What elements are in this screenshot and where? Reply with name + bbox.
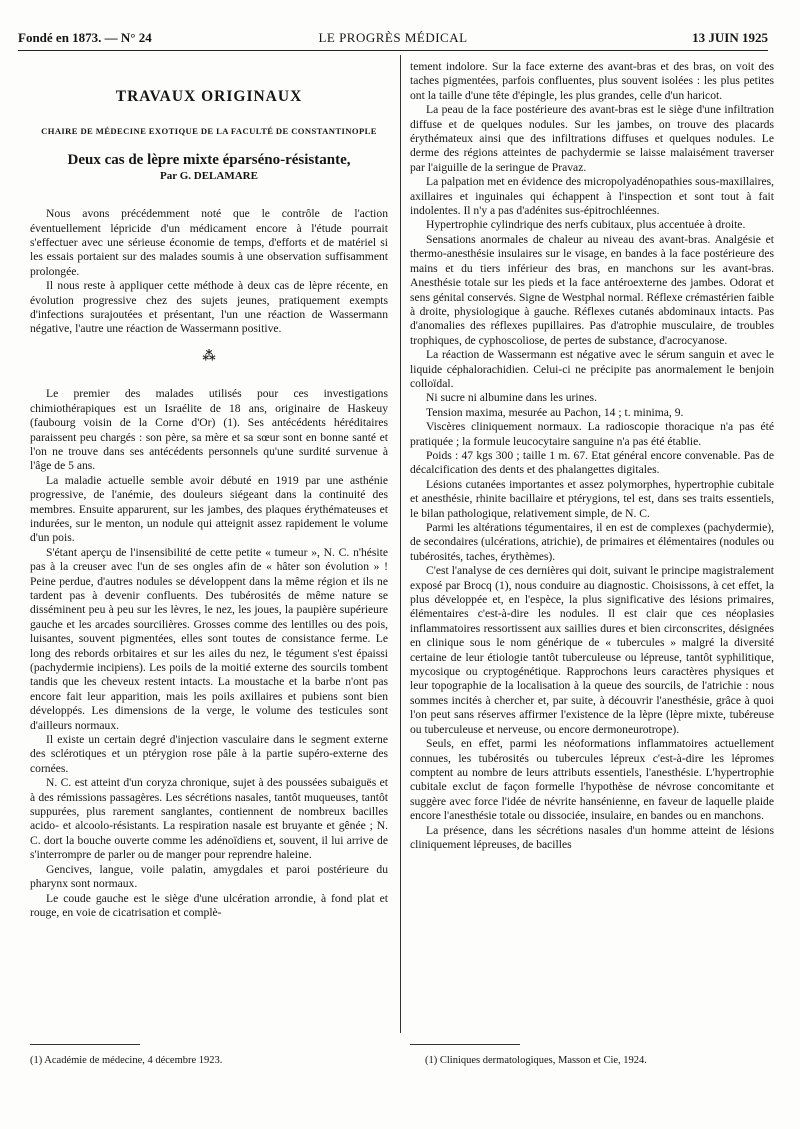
article-title: Deux cas de lèpre mixte éparséno-résistante, bbox=[67, 151, 351, 168]
paragraph: S'étant aperçu de l'insensibilité de cette petite « tumeur », N. C. n'hésite pas à la creuser avec l'un de ses ongles afin de « hâter son évolution » ! Peine perdue, d'autres nodules se développent dans la même région et ils ne tardent pas à devenir confluents. Des tubérosités de même nature se disséminent peu à peu sur les lèvres, le nez, les joues, la paupière supérieure gauche et les arcades sourcilières. Grosses comme des lentilles ou des pois, luisantes, souvent pigmentées, elles sont toutes de consistance ferme. Le long des rebords orbitaires et sur les ailes du nez, le tégument s'est épaissi (pachydermie incipiens). Les poils de la moitié externe des sourcils tombent tandis que les cheveux restent intacts. La moustache et la barbe n'ont pas encore fait leur apparition, mais les poils axillaires et pubiens sont bien développés. Les dimensions de la verge, le volume des testicules sont d'ailleurs normaux. bbox=[30, 545, 388, 732]
founding-issue: Fondé en 1873. — N° 24 bbox=[18, 30, 152, 45]
issue-date: 13 JUIN 1925 bbox=[692, 30, 768, 45]
paragraph: La palpation met en évidence des micropolyadénopathies sous-maxillaires, axillaires et inguinales qui échappent à l'inspection et sont tout à fait indolentes. Il n'y a pas d'adénites sus-épitrochléennes. bbox=[410, 175, 774, 218]
affiliation: CHAIRE DE MÉDECINE EXOTIQUE DE LA FACULTÉ DE CONSTANTINOPLE bbox=[41, 126, 377, 137]
paragraph: tement indolore. Sur la face externe des avant-bras et des bras, on voit des taches pigmentées, parfois confluentes, plus souvent isolées : les plus petites ont la taille d'une tête d'épingle, les plus grandes, celle d'un haricot. bbox=[410, 60, 774, 102]
paragraph: Sensations anormales de chaleur au niveau des avant-bras. Analgésie et thermo-anesthésie insulaires sur le visage, en bandes à la face postérieure des mains et du tiers inférieur des bras, en manchons sur les avant-bras. Anesthésie totale sur les pieds et la face antéroexterne des jambes. Odorat et sens génital conservés. Signe de Westphal normal. Réflexe crémastérien faible à droite, physiologique à gauche. Réflexes cutanés abdominaux intacts. Pas d'anomalies des réflexes pupillaires. Pas d'atrophie musculaire, de troubles trophiques, de cyphoscoliose, de pertes de substance, d'acrocyanose. bbox=[410, 232, 774, 347]
running-header bbox=[18, 30, 768, 50]
footnote-rule-left bbox=[30, 1044, 140, 1045]
paragraph: La peau de la face postérieure des avant-bras est le siège d'une infiltration diffuse et de quelques nodules. Sur les jambes, on trouve des placards érythémateux ainsi que des infiltrations diffuses et quelques nodules. Le derme des régions atteintes de pachydermie se laisse malaisément traverser par l'aiguille de la seringue de Pravaz. bbox=[410, 103, 774, 174]
header-rule bbox=[18, 50, 768, 51]
paragraph: Lésions cutanées importantes et assez polymorphes, hypertrophie cubitale et anesthésie, rhinite bacillaire et ptérygions, tel est, dans ses traits essentiels, le bilan pathologique, relativement simple, de N. C. bbox=[410, 477, 774, 520]
paragraph: Il nous reste à appliquer cette méthode à deux cas de lèpre récente, en évolution progressive chez des sujets jeunes, pratiquement exempts d'infections surajoutées et présentant, l'un une réaction de Wassermann négative, l'autre une réaction de Wassermann positive. bbox=[30, 279, 388, 336]
paragraph: La présence, dans les sécrétions nasales d'un homme atteint de lésions cliniquement lépreuses, de bacilles bbox=[410, 823, 774, 851]
paragraph: La réaction de Wassermann est négative avec le sérum sanguin et avec le liquide céphalorachidien. Celui-ci ne précipite pas anormalement le benjoin colloïdal. bbox=[410, 348, 774, 390]
paragraph: Poids : 47 kgs 300 ; taille 1 m. 67. Etat général encore convenable. Pas de décalcification des dents et des phalangettes digitales. bbox=[410, 448, 774, 477]
footnote-rule-right bbox=[410, 1044, 520, 1045]
paragraph: N. C. est atteint d'un coryza chronique, sujet à des poussées subaiguës et à des rémissions passagères. Les sécrétions nasales, tantôt muqueuses, tantôt suppurées, plus rarement sanglantes, contiennent de nombreux bacilles acido- et alcoolo-résistants. La respiration nasale est bruyante et gênée ; N. C. dort la bouche ouverte comme les adénoïdiens et, souvent, il lui arrive de s'interrompre de parler ou de manger pour reprendre haleine. bbox=[30, 776, 388, 862]
section-separator: ⁂ bbox=[202, 347, 216, 363]
right-column bbox=[410, 60, 774, 852]
paragraph: Il existe un certain degré d'injection vasculaire dans le segment externe des sclérotiques et un ptérygion rose pâle à la partie supéro-externe des cornées. bbox=[30, 733, 388, 775]
paragraph: Nous avons précédemment noté que le contrôle de l'action éventuellement lépricide d'un médicament encore à l'étude pourrait s'effectuer avec une sérieuse économie de temps, d'efforts et de matériel si les essais portaient sur des malades soumis à une observation suffisamment prolongée. bbox=[30, 207, 388, 278]
paragraph: Parmi les altérations tégumentaires, il en est de complexes (pachydermie), de secondaires (ulcérations, atrichie), de primaires et élémentaires (nodules ou tubérosités, taches, érythèmes). bbox=[410, 521, 774, 563]
column-divider bbox=[400, 55, 401, 1033]
paragraph: Le premier des malades utilisés pour ces investigations chimiothérapiques est un Israélite de 18 ans, originaire de Haskeuy (faubourg voisin de la Corne d'Or) (1). Ses antécédents héréditaires paraissent peu chargés : son père, sa mère et sa sœur sont en bonne santé et l'on ne trouve dans ses antécédents personnels qu'une surdité survenue à l'âge de 5 ans. bbox=[30, 387, 388, 473]
paragraph: Le coude gauche est le siège d'une ulcération arrondie, à fond plat et rouge, en voie de cicatrisation et complè- bbox=[30, 891, 388, 919]
section-heading: TRAVAUX ORIGINAUX bbox=[115, 88, 303, 105]
paragraph: Hypertrophie cylindrique des nerfs cubitaux, plus accentuée à droite. bbox=[426, 218, 746, 232]
paragraph: C'est l'analyse de ces dernières qui doit, suivant le principe magistralement exposé par Brocq (1), nous conduire au diagnostic. Choisissons, à cet effet, la plus développée et, en l'espèce, la plus significative des lésions primaires, élémentaires c'est-à-dire les nodules. Il est clair que ces néoplasies inflammatoires ressortissent aux saillies dures et bien circonscrites, désignées en clinique sous le nom générique de « tubercules » malgré la diversité certaine de leur étiologie tantôt tuberculeuse ou lépreuse, tantôt syphilitique, mycosique ou cryptogénétique. Rapprochons leurs caractères physiques et leur topographie de la localisation à la queue des sourcils, de l'atrichie : nous sommes incités à chercher et, par suite, à découvrir l'anesthésie, grâce à quoi l'on peut sans réserves affirmer l'existence de la lèpre (lèpre mixte, tubéreuse ou tuberculeuse et nerveuse, ou encore dermoneurotrope). bbox=[410, 564, 774, 736]
journal-name: LE PROGRÈS MÉDICAL bbox=[318, 30, 468, 45]
article-author: Par G. DELAMARE bbox=[160, 169, 258, 182]
footnote-left: (1) Académie de médecine, 4 décembre 1923. bbox=[30, 1055, 223, 1066]
paragraph: Tension maxima, mesurée au Pachon, 14 ; t. minima, 9. bbox=[426, 405, 684, 419]
paragraph: La maladie actuelle semble avoir débuté en 1919 par une asthénie progressive, de l'anémie, des douleurs siégeant dans la continuité des membres. Ensuite apparurent, sur les jambes, des plaques érythémateuses et indurées, sur le menton, un nodule qui atteignit assez rapidement le volume d'un pois. bbox=[30, 473, 388, 545]
left-column bbox=[30, 60, 388, 920]
paragraph: Seuls, en effet, parmi les néoformations inflammatoires actuellement connues, les tubérosités ou tubercules lépreux c'est-à-dire les lépromes comptent au nombre de leurs attributs essentiels, l'anesthésie. L'hypertrophie cubitale exclut de façon formelle l'hypothèse de névrose concomitante et suggère avec force l'idée de névrite hansénienne, en faveur de laquelle plaide encore l'anesthésie totale ou dissociée, insulaire, en bandes ou en manchons. bbox=[410, 737, 774, 823]
paragraph: Viscères cliniquement normaux. La radioscopie thoracique n'a pas été pratiquée ; la formule leucocytaire sanguine n'a pas été établie. bbox=[410, 420, 774, 448]
paragraph: Ni sucre ni albumine dans les urines. bbox=[426, 391, 597, 405]
footnote-right: (1) Cliniques dermatologiques, Masson et Cie, 1924. bbox=[425, 1055, 647, 1066]
paragraph: Gencives, langue, voile palatin, amygdales et paroi postérieure du pharynx sont normaux. bbox=[30, 862, 388, 891]
